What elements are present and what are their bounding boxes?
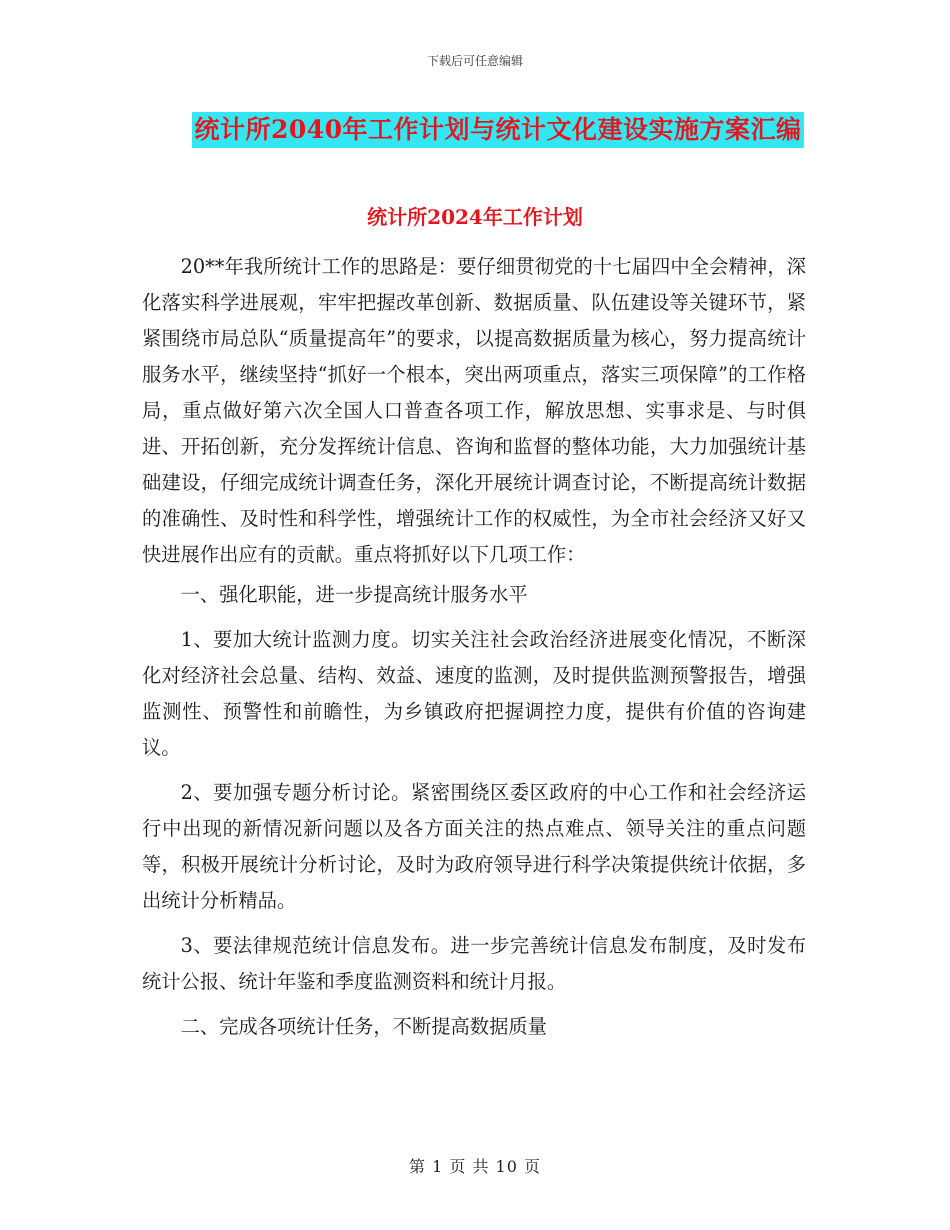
document-main-title: 统计所2040年工作计划与统计文化建设实施方案汇编 — [192, 112, 803, 148]
main-title-container — [0, 112, 950, 148]
section-heading-2: 二、完成各项统计任务，不断提高数据质量 — [180, 1015, 547, 1038]
document-body — [142, 249, 806, 1054]
paragraph-item-1: 1、要加大统计监测力度。切实关注社会政治经济进展变化情况，不断深化对经济社会总量、结构、效益、速度的监测，及时提供监测预警报告，增强监测性、预警性和前瞻性，为乡镇政府把握调控力度，提供有价值的咨询建议。 — [142, 628, 806, 759]
paragraph-item-2: 2、要加强专题分析讨论。紧密围绕区委区政府的中心工作和社会经济运行中出现的新情况新问题以及各方面关注的热点难点、领导关注的重点问题等，积极开展统计分析讨论，及时为政府领导进行科学决策提供统计依据，多出统计分析精品。 — [142, 781, 806, 912]
header-note: 下载后可任意编辑 — [426, 54, 523, 68]
document-sub-title: 统计所2024年工作计划 — [367, 205, 583, 229]
page-number-footer: 第 1 页 共 10 页 — [409, 1157, 541, 1176]
paragraph-intro: 20**年我所统计工作的思路是：要仔细贯彻党的十七届四中全会精神，深化落实科学进展观，牢牢把握改革创新、数据质量、队伍建设等关键环节，紧紧围绕市局总队“质量提高年”的要求，以提高数据质量为核心，努力提高统计服务水平，继续坚持“抓好一个根本，突出两项重点，落实三项保障”的工作格局，重点做好第六次全国人口普查各项工作，解放思想、实事求是、与时俱进、开拓创新，充分发挥统计信息、咨询和监督的整体功能，大力加强统计基础建设，仔细完成统计调查任务，深化开展统计调查讨论，不断提高统计数据的准确性、及时性和科学性，增强统计工作的权威性，为全市社会经济又好又快进展作出应有的贡献。重点将抓好以下几项工作： — [142, 255, 806, 566]
section-heading-1: 一、强化职能，进一步提高统计服务水平 — [180, 583, 528, 606]
paragraph-item-3: 3、要法律规范统计信息发布。进一步完善统计信息发布制度，及时发布统计公报、统计年鉴和季度监测资料和统计月报。 — [142, 934, 806, 993]
